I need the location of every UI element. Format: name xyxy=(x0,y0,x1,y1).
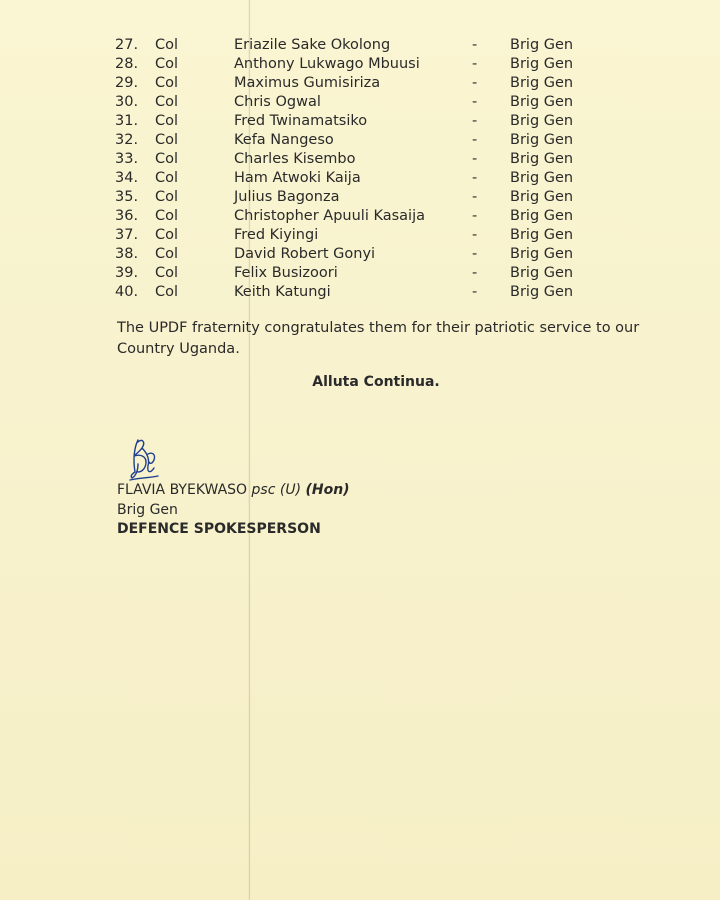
separator-dash: - xyxy=(472,284,478,300)
officer-name: Eriazile Sake Okolong xyxy=(234,37,391,53)
list-item xyxy=(0,264,720,283)
entry-number: 32. xyxy=(115,132,139,148)
current-rank: Col xyxy=(155,113,179,129)
new-rank: Brig Gen xyxy=(510,189,574,205)
signatory-rank: Brig Gen xyxy=(117,502,178,518)
signatory-honorific: (Hon) xyxy=(305,482,350,498)
entry-number: 40. xyxy=(115,284,139,300)
new-rank: Brig Gen xyxy=(510,170,574,186)
list-item xyxy=(0,93,720,112)
separator-dash: - xyxy=(472,189,478,205)
list-item xyxy=(0,55,720,74)
new-rank: Brig Gen xyxy=(510,37,574,53)
list-item xyxy=(0,188,720,207)
officer-name: Christopher Apuuli Kasaija xyxy=(234,208,425,224)
list-item xyxy=(0,245,720,264)
new-rank: Brig Gen xyxy=(510,227,574,243)
officer-name: Fred Twinamatsiko xyxy=(234,113,368,129)
list-item xyxy=(0,169,720,188)
officer-name: Kefa Nangeso xyxy=(234,132,334,148)
separator-dash: - xyxy=(472,151,478,167)
signatory-name: FLAVIA BYEKWASO xyxy=(117,482,248,498)
new-rank: Brig Gen xyxy=(510,265,574,281)
current-rank: Col xyxy=(155,56,179,72)
officer-name: Ham Atwoki Kaija xyxy=(234,170,361,186)
entry-number: 34. xyxy=(115,170,139,186)
congratulations-paragraph: The UPDF fraternity congratulates them for their patriotic service to our Country Uganda. xyxy=(117,320,640,357)
list-item xyxy=(0,150,720,169)
new-rank: Brig Gen xyxy=(510,246,574,262)
entry-number: 31. xyxy=(115,113,139,129)
separator-dash: - xyxy=(472,75,478,91)
separator-dash: - xyxy=(472,94,478,110)
officer-name: Charles Kisembo xyxy=(234,151,356,167)
list-item xyxy=(0,226,720,245)
list-item xyxy=(0,74,720,93)
current-rank: Col xyxy=(155,151,179,167)
separator-dash: - xyxy=(472,208,478,224)
separator-dash: - xyxy=(472,113,478,129)
list-item xyxy=(0,36,720,55)
current-rank: Col xyxy=(155,75,179,91)
handwritten-signature xyxy=(124,434,164,484)
entry-number: 35. xyxy=(115,189,139,205)
separator-dash: - xyxy=(472,37,478,53)
closing-slogan: Alluta Continua. xyxy=(312,374,440,390)
officer-name: Felix Busizoori xyxy=(234,265,338,281)
entry-number: 37. xyxy=(115,227,139,243)
new-rank: Brig Gen xyxy=(510,113,574,129)
new-rank: Brig Gen xyxy=(510,94,574,110)
entry-number: 39. xyxy=(115,265,139,281)
current-rank: Col xyxy=(155,208,179,224)
entry-number: 36. xyxy=(115,208,139,224)
entry-number: 30. xyxy=(115,94,139,110)
separator-dash: - xyxy=(472,246,478,262)
signatory-title: DEFENCE SPOKESPERSON xyxy=(117,521,321,537)
entry-number: 27. xyxy=(115,37,139,53)
officer-name: Julius Bagonza xyxy=(234,189,340,205)
new-rank: Brig Gen xyxy=(510,132,574,148)
current-rank: Col xyxy=(155,246,179,262)
entry-number: 29. xyxy=(115,75,139,91)
promotion-list xyxy=(0,36,720,302)
separator-dash: - xyxy=(472,170,478,186)
separator-dash: - xyxy=(472,227,478,243)
officer-name: Fred Kiyingi xyxy=(234,227,319,243)
officer-name: Maximus Gumisiriza xyxy=(234,75,381,91)
current-rank: Col xyxy=(155,189,179,205)
officer-name: Chris Ogwal xyxy=(234,94,321,110)
list-item xyxy=(0,112,720,131)
new-rank: Brig Gen xyxy=(510,284,574,300)
signatory-name-line xyxy=(117,482,350,498)
current-rank: Col xyxy=(155,37,179,53)
current-rank: Col xyxy=(155,284,179,300)
entry-number: 28. xyxy=(115,56,139,72)
list-item xyxy=(0,207,720,226)
current-rank: Col xyxy=(155,132,179,148)
current-rank: Col xyxy=(155,227,179,243)
list-item xyxy=(0,131,720,150)
officer-name: David Robert Gonyi xyxy=(234,246,376,262)
officer-name: Anthony Lukwago Mbuusi xyxy=(234,56,420,72)
entry-number: 33. xyxy=(115,151,139,167)
entry-number: 38. xyxy=(115,246,139,262)
current-rank: Col xyxy=(155,170,179,186)
separator-dash: - xyxy=(472,56,478,72)
current-rank: Col xyxy=(155,265,179,281)
new-rank: Brig Gen xyxy=(510,151,574,167)
separator-dash: - xyxy=(472,132,478,148)
signatory-qualification: psc (U) xyxy=(251,482,302,498)
new-rank: Brig Gen xyxy=(510,75,574,91)
officer-name: Keith Katungi xyxy=(234,284,331,300)
new-rank: Brig Gen xyxy=(510,56,574,72)
new-rank: Brig Gen xyxy=(510,208,574,224)
separator-dash: - xyxy=(472,265,478,281)
current-rank: Col xyxy=(155,94,179,110)
list-item xyxy=(0,283,720,302)
